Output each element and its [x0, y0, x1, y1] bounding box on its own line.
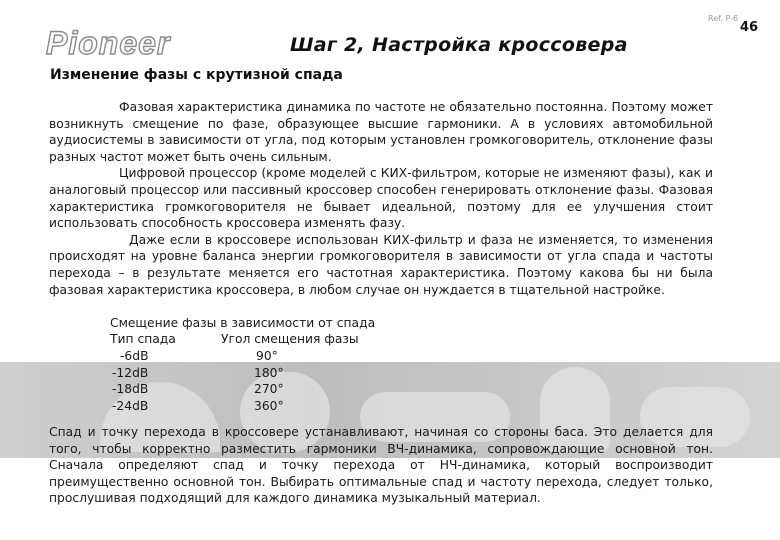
table-cell-phase: 270°: [254, 382, 284, 396]
page-title: Шаг 2, Настройка кроссовера: [290, 34, 628, 56]
table-cell-phase: 180°: [254, 366, 284, 380]
body-text: [49, 99, 713, 298]
table-header-phase: Угол смещения фазы: [221, 332, 359, 346]
table-cell-slope: -12dB: [112, 366, 149, 380]
paragraph: Цифровой процессор (кроме моделей с КИХ-фильтром, которые не изменяют фазы), как и аналоговый процессор или пассивный кроссовер способен генерировать отклонение фазы. Фазовая характеристика громкоговорителя не бывает идеальной, поэтому для ее улучшения стоит использовать способность кроссовера изменять фазу.: [49, 166, 713, 231]
table-cell-slope: -24dB: [112, 399, 149, 413]
pioneer-logo: [44, 26, 244, 60]
closing-paragraph: Спад и точку перехода в кроссовере устанавливают, начиная со стороны баса. Это делается для того, чтобы корректно разместить гармоники ВЧ-динамика, сопровождающие основной тон. Сначала определяют спад и точку перехода от НЧ-динамика, который воспроизводит преимущественно основной тон. Выбирать оптимальные спад и частоту перехода, следует только, прослушивая подходящий для каждого динамика музыкальный материал.: [49, 425, 713, 506]
reference-code: Ref. P-6: [708, 14, 739, 23]
table-cell-phase: 90°: [256, 349, 278, 363]
table-cell-slope: -18dB: [112, 382, 149, 396]
section-title: Изменение фазы с крутизной спада: [50, 67, 343, 83]
table-cell-phase: 360°: [254, 399, 284, 413]
paragraph: Даже если в кроссовере использован КИХ-фильтр и фаза не изменяется, то изменения происходят на уровне баланса энергии громкоговорителя в зависимости от угла спада и частоты перехода – в результате меняется его частотная характеристика. Поэтому какова бы ни была фазовая характеристика кроссовера, в любом случае он нуждается в тщательной настройке.: [49, 232, 713, 297]
table-cell-slope: -6dB: [120, 349, 149, 363]
paragraph: Фазовая характеристика динамика по частоте не обязательно постоянна. Поэтому может возникнуть смещение по фазе, образующее высшие гармоники. А в условиях автомобильной аудиосистемы в зависимости от угла, под которым установлен громкоговоритель, отклонение фазы разных частот может быть очень сильным.: [49, 100, 713, 164]
phase-table-caption: Смещение фазы в зависимости от спада: [110, 316, 376, 330]
table-header-slope: Тип спада: [110, 332, 176, 346]
logo-text: Pioneer: [46, 26, 171, 60]
page-number: 46: [740, 20, 759, 35]
